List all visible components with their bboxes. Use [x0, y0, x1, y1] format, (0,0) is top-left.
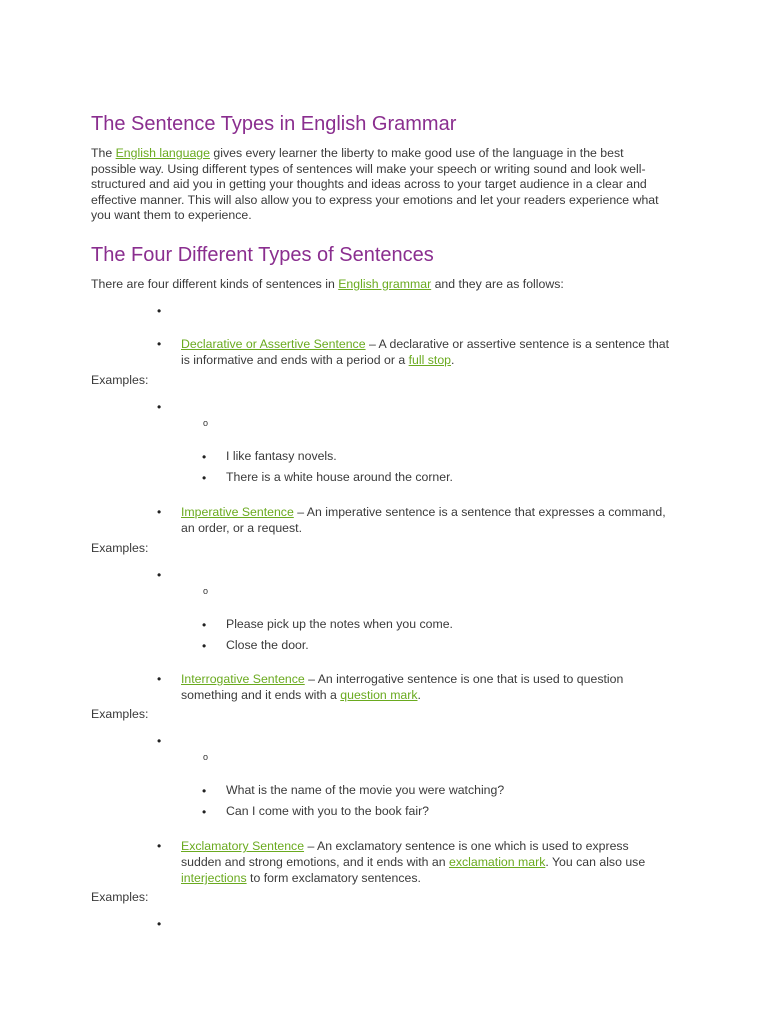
examples-label: Examples: [91, 541, 149, 555]
example-item: I like fantasy novels. [226, 449, 337, 463]
bullet-icon: • [157, 839, 162, 853]
list-item-declarative [181, 336, 671, 368]
exclamatory-description-mid: . You can also use [545, 855, 646, 869]
example-item: There is a white house around the corner. [226, 470, 453, 484]
page-title: The Sentence Types in English Grammar [91, 113, 457, 135]
circle-bullet-icon: o [203, 418, 209, 428]
exclamatory-description-end: to form exclamatory sentences. [246, 871, 421, 885]
question-mark-link[interactable]: question mark [340, 688, 418, 702]
bullet-icon: • [202, 450, 207, 464]
declarative-description: – A declarative or assertive sentence is a sentence that is informative and ends with a period or a [181, 337, 670, 367]
exclamatory-sentence-link[interactable]: Exclamatory Sentence [181, 839, 305, 853]
bullet-icon: • [157, 568, 162, 582]
english-language-link[interactable]: English language [115, 146, 210, 160]
intro-text-rest: gives every learner the liberty to make good use of the language in the best possible way. Using different types of sentences will make your speech or writing sound and look well-structured and aid you in getting your thoughts and ideas across to your target audience in a clear and effective manner. This will also allow you to express your emotions and let your readers experience what you want them to experience. [91, 146, 659, 223]
imperative-description: – An imperative sentence is a sentence that expresses a command, an order, or a request. [181, 505, 666, 535]
interjections-link[interactable]: interjections [181, 871, 247, 885]
examples-label: Examples: [91, 890, 149, 904]
intro-text-start: The [91, 146, 116, 160]
kinds-text-start: There are four different kinds of sentences in [91, 277, 339, 291]
example-item: Close the door. [226, 638, 309, 652]
full-stop-link[interactable]: full stop [408, 353, 452, 367]
exclamation-mark-link[interactable]: exclamation mark [448, 855, 546, 869]
bullet-icon: • [202, 784, 207, 798]
list-item-imperative [181, 504, 671, 536]
example-item: Please pick up the notes when you come. [226, 617, 453, 631]
kinds-paragraph [91, 277, 669, 293]
imperative-sentence-link[interactable]: Imperative Sentence [181, 505, 294, 519]
examples-label: Examples: [91, 373, 149, 387]
interrogative-description-end: . [417, 688, 421, 702]
interrogative-sentence-link[interactable]: Interrogative Sentence [181, 672, 305, 686]
bullet-icon: • [157, 304, 162, 318]
bullet-icon: • [157, 505, 162, 519]
exclamatory-description: – An exclamatory sentence is one which is used to express sudden and strong emotions, and it ends with an [181, 839, 629, 869]
english-grammar-link[interactable]: English grammar [338, 277, 432, 291]
bullet-icon: • [157, 672, 162, 686]
example-item: Can I come with you to the book fair? [226, 804, 430, 818]
circle-bullet-icon: o [203, 586, 209, 596]
bullet-icon: • [202, 639, 207, 653]
kinds-text-rest: and they are as follows: [431, 277, 564, 291]
declarative-sentence-link[interactable]: Declarative or Assertive Sentence [181, 337, 366, 351]
examples-label: Examples: [91, 707, 149, 721]
bullet-icon: • [202, 618, 207, 632]
circle-bullet-icon: o [203, 752, 209, 762]
intro-paragraph [91, 146, 669, 224]
section-heading: The Four Different Types of Sentences [91, 244, 434, 266]
bullet-icon: • [157, 400, 162, 414]
bullet-icon: • [157, 917, 162, 931]
declarative-description-end: . [451, 353, 455, 367]
example-item: What is the name of the movie you were watching? [226, 783, 505, 797]
bullet-icon: • [202, 471, 207, 485]
interrogative-description: – An interrogative sentence is one that is used to question something and it ends with a [181, 672, 624, 702]
bullet-icon: • [202, 805, 207, 819]
list-item-interrogative [181, 671, 671, 703]
bullet-icon: • [157, 337, 162, 351]
list-item-exclamatory [181, 838, 671, 886]
bullet-icon: • [157, 734, 162, 748]
